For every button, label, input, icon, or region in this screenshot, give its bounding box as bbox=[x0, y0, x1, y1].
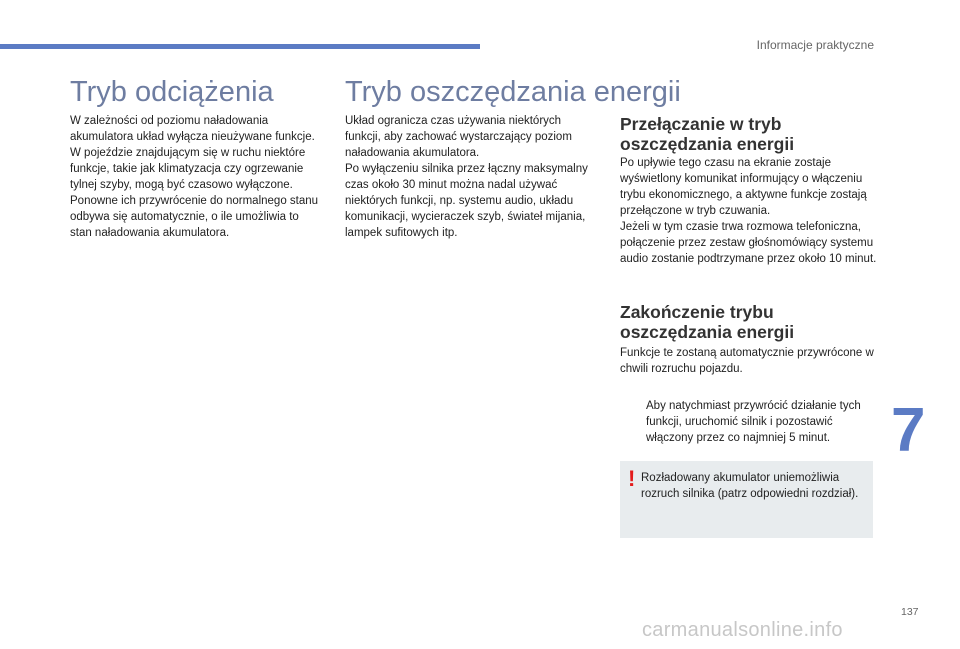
top-accent-bar bbox=[0, 44, 480, 49]
exit-heading: Zakończenie trybu oszczędzania energii bbox=[620, 302, 795, 342]
col2-title: Tryb oszczędzania energii bbox=[345, 76, 681, 108]
warning-box bbox=[620, 461, 873, 538]
col3-body2 bbox=[620, 345, 882, 377]
chapter-number: 7 bbox=[891, 396, 926, 465]
col3-paragraph: Po upływie tego czasu na ekranie zostaje wyświetlony komunikat informujący o włączeniu trybu ekonomicznego, a aktywne funkcje zostają przełączone w tryb czuwania. bbox=[620, 157, 867, 217]
warning-icon: ! bbox=[628, 466, 636, 491]
col2-body bbox=[345, 113, 600, 241]
col3-paragraph: Funkcje te zostaną automatycznie przywrócone w chwili rozruchu pojazdu. bbox=[620, 347, 874, 375]
col1-title: Tryb odciążenia bbox=[70, 76, 274, 108]
warning-text: Rozładowany akumulator uniemożliwia rozruch silnika (patrz odpowiedni rozdział). bbox=[641, 472, 859, 500]
col1-paragraph: W zależności od poziomu naładowania akumulatora układ wyłącza nieużywane funkcje. bbox=[70, 115, 315, 143]
col3-body1 bbox=[620, 155, 880, 267]
col1-paragraph: Ponowne ich przywrócenie do normalnego stanu odbywa się automatycznie, o ile umożliwia to stan naładowania akumulatora. bbox=[70, 195, 319, 239]
bullet-text: Aby natychmiast przywrócić działanie tych funkcji, uruchomić silnik i pozostawić włączony przez co najmniej 5 minut. bbox=[646, 400, 861, 444]
page-number: 137 bbox=[901, 606, 919, 618]
switch-heading: Przełączanie w tryb oszczędzania energii bbox=[620, 114, 795, 154]
col3-paragraph: Jeżeli w tym czasie trwa rozmowa telefoniczna, połączenie przez zestaw głośnomówiący systemu audio zostanie podtrzymane przez około 10 minut. bbox=[620, 221, 877, 265]
col2-paragraph: Po wyłączeniu silnika przez łączny maksymalny czas około 30 minut można nadal używać niektórych funkcji, np. systemu audio, układu komunikacji, wycieraczek szyb, świateł mijania, lampek sufitowych itp. bbox=[345, 163, 588, 239]
section-label: Informacje praktyczne bbox=[756, 38, 874, 52]
col1-paragraph: W pojeździe znajdującym się w ruchu niektóre funkcje, takie jak klimatyzacja czy ogrzewanie tylnej szyby, mogą być czasowo wyłączone. bbox=[70, 147, 306, 191]
col2-paragraph: Układ ogranicza czas używania niektórych funkcji, aby zachować wystarczający poziom naładowania akumulatora. bbox=[345, 115, 572, 159]
col1-body bbox=[70, 113, 320, 241]
watermark: carmanualsonline.info bbox=[642, 619, 843, 641]
